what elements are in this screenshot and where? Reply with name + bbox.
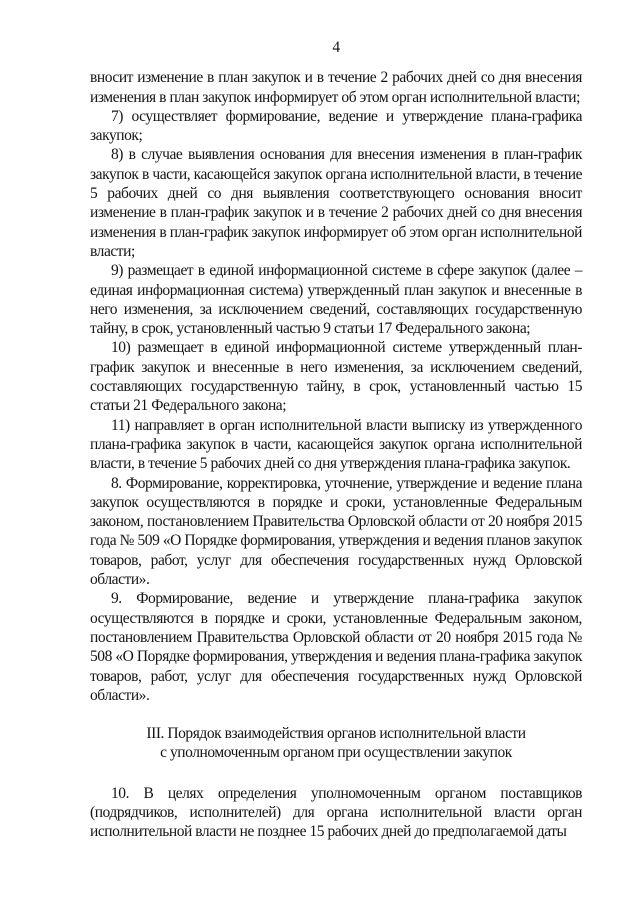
page-content	[90, 68, 582, 841]
section-heading-line-1: III. Порядок взаимодействия органов исполнительной власти	[146, 725, 526, 743]
paragraph-point-9: 9. Формирование, ведение и утверждение плана-графика закупок осуществляются в порядке и сроки, установленные Федеральным законом, постановлением Правительства Орловской области от 20 ноября 2015 года № 508 «О Порядке формирования, утверждения и ведения плана-графика закупок товаров, работ, услуг для обеспечения государственных нужд Орловской области».	[90, 590, 582, 704]
section-heading-line-2: с уполномоченным органом при осуществлении закупок	[160, 744, 512, 762]
list-item-8: 8) в случае выявления основания для внесения изменения в план-график закупок в части, касающейся закупок органа исполнительной власти, в течение 5 рабочих дней со дня выявления соответствующего основания вносит изменение в план-график закупок и в течение 2 рабочих дней со дня внесения изменения в план-график закупок информирует об этом орган исполнительной власти;	[90, 146, 582, 260]
section-heading	[90, 724, 582, 763]
list-item-9: 9) размещает в единой информационной системе в сфере закупок (далее – единая информационная система) утвержденный план закупок и внесенные в него изменения, за исключением сведений, составляющих государственную тайну, в срок, установленный частью 9 статьи 17 Федерального закона;	[90, 262, 582, 338]
paragraph-point-10: 10. В целях определения уполномоченным органом поставщиков (подрядчиков, исполнителей) для органа исполнительной власти орган исполнительной власти не позднее 15 рабочих дней до предполагаемой даты	[90, 784, 582, 841]
list-item-11: 11) направляет в орган исполнительной власти выписку из утвержденного плана-графика закупок в части, касающейся закупок органа исполнительной власти, в течение 5 рабочих дней со дня утверждения плана-графика закупок.	[90, 416, 582, 473]
list-item-7: 7) осуществляет формирование, ведение и утверждение плана-графика закупок;	[90, 107, 582, 145]
list-item-10: 10) размещает в единой информационной системе утвержденный план-график закупок и внесенные в него изменения, за исключением сведений, составляющих государственную тайну, в срок, установленный частью 15 статьи 21 Федерального закона;	[90, 339, 582, 415]
paragraph-point-8: 8. Формирование, корректировка, уточнение, утверждение и ведение плана закупок осуществляются в порядке и сроки, установленные Федеральным законом, постановлением Правительства Орловской области от 20 ноября 2015 года № 509 «О Порядке формирования, утверждения и ведения планов закупок товаров, работ, услуг для обеспечения государственных нужд Орловской области».	[90, 474, 582, 589]
page-number: 4	[332, 39, 340, 56]
paragraph-continuation: вносит изменение в план закупок и в течение 2 рабочих дней со дня внесения изменения в план закупок информирует об этом орган исполнительной власти;	[90, 69, 582, 106]
